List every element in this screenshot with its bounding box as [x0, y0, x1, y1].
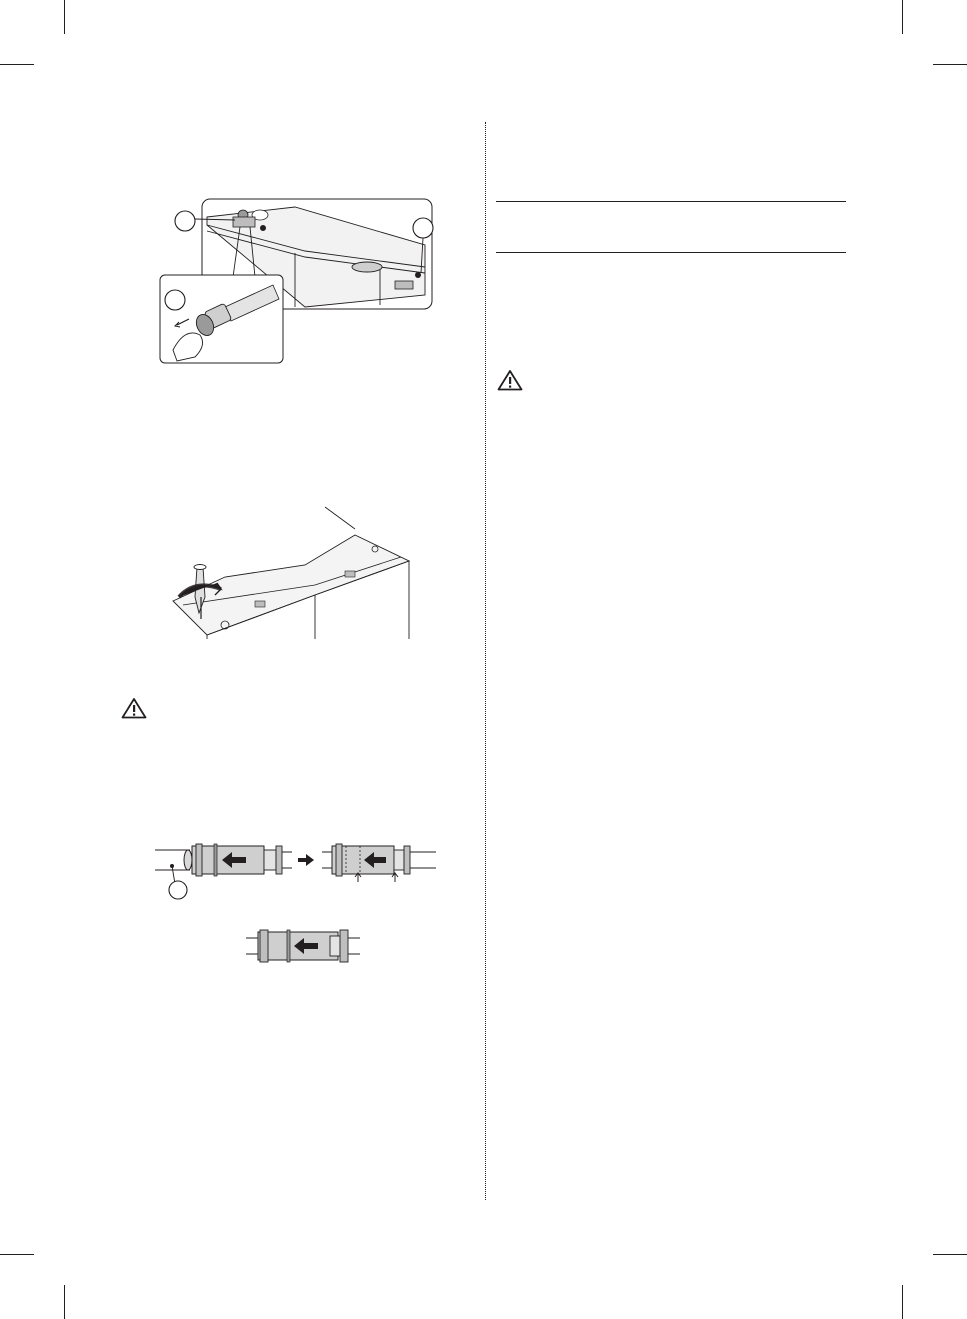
figure-water-line-connection: [155, 195, 445, 370]
crop-mark: [0, 1254, 34, 1255]
crop-mark: [933, 1254, 967, 1255]
crop-mark: [64, 1285, 65, 1319]
figure-hinge-cover-screw: [165, 505, 420, 645]
section-rule-top: [496, 201, 846, 202]
crop-mark: [0, 64, 34, 65]
figure-connector-steps: [150, 840, 440, 970]
crop-mark: [902, 0, 903, 34]
crop-mark: [64, 0, 65, 34]
warning-icon: [497, 369, 523, 396]
warning-icon: [121, 697, 147, 724]
section-rule-bottom: [496, 252, 846, 253]
crop-mark: [933, 64, 967, 65]
crop-mark: [902, 1285, 903, 1319]
column-divider: [485, 122, 486, 1200]
